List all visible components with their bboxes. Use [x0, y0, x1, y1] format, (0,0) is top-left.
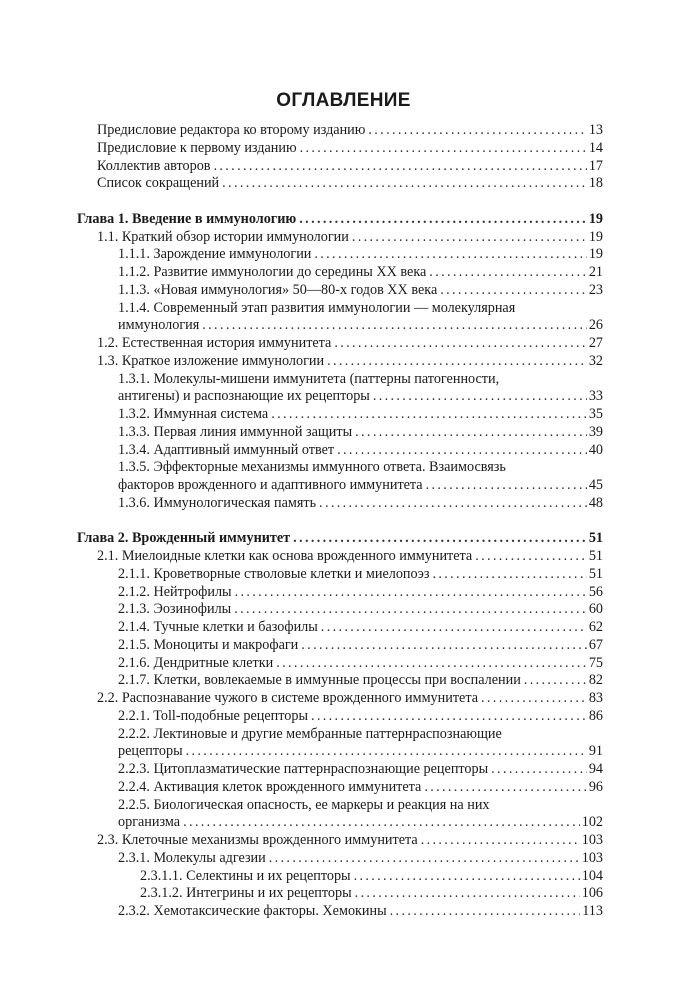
toc-page-number: 103 — [581, 832, 603, 848]
toc-entry-row[interactable] — [97, 229, 603, 247]
toc-entry-row[interactable] — [77, 211, 603, 229]
dot-leader — [432, 566, 586, 584]
toc-entry-row[interactable] — [97, 353, 603, 371]
toc-page-number: 35 — [588, 406, 603, 422]
toc-entry-row[interactable] — [118, 246, 603, 264]
toc-entry[interactable] — [0, 672, 687, 690]
toc-page-number: 91 — [588, 743, 603, 760]
toc-entry-title[interactable]: 2.3.1.1. Селектины и их рецепторы — [140, 867, 351, 884]
toc-entry-row[interactable] — [118, 672, 603, 690]
toc-page-number: 62 — [588, 619, 603, 635]
toc-entry-title[interactable]: 1.3.6. Иммунологическая память — [118, 494, 317, 511]
dot-leader — [311, 708, 587, 726]
dot-leader — [440, 282, 587, 300]
toc-entry-row[interactable] — [118, 708, 603, 726]
toc-entry-title[interactable]: Список сокращений — [97, 175, 220, 192]
dot-leader — [276, 655, 587, 673]
toc-entry[interactable] — [0, 246, 687, 264]
toc-page-number: 51 — [588, 548, 603, 564]
toc-entry[interactable] — [0, 477, 687, 495]
toc-page-number: 106 — [581, 885, 603, 902]
toc-entry-title[interactable]: 2.3.2. Хемотаксические факторы. Хемокины — [118, 903, 387, 919]
dot-leader — [271, 406, 587, 424]
toc-entry-row[interactable] — [118, 761, 603, 779]
toc-entry-row[interactable] — [140, 885, 603, 903]
toc-page-number: 32 — [588, 352, 603, 369]
toc-entry[interactable] — [0, 655, 687, 673]
toc-entry-title[interactable]: 1.3.1. Молекулы-мишени иммунитета (паттерны патогенности, — [118, 370, 500, 387]
dot-leader — [355, 424, 587, 442]
toc-entry-title[interactable]: 1.1.3. «Новая иммунология» 50—80-х годов XX века — [118, 281, 438, 298]
toc-page-number: 19 — [588, 228, 603, 245]
toc-entry[interactable] — [0, 584, 687, 602]
toc-entry-title[interactable]: Предисловие к первому изданию — [97, 139, 297, 156]
dot-leader — [222, 175, 587, 193]
toc-entry[interactable] — [0, 814, 687, 832]
toc-entry-title[interactable]: 1.3.2. Иммунная система — [118, 406, 269, 422]
toc-entry-row[interactable] — [97, 335, 603, 353]
toc-page-number: 75 — [588, 654, 603, 671]
toc-page-number: 19 — [588, 246, 603, 263]
toc-entry-title[interactable]: 2.1.4. Тучные клетки и базофилы — [118, 619, 318, 635]
toc-page-number: 67 — [588, 636, 603, 653]
dot-leader — [334, 335, 586, 353]
toc-entry[interactable] — [0, 211, 687, 229]
toc-entry-row[interactable] — [97, 690, 603, 708]
dot-leader — [390, 903, 581, 921]
dot-leader — [327, 353, 587, 371]
toc-entry-row[interactable] — [118, 495, 603, 513]
table-of-contents — [0, 122, 687, 921]
toc-entry[interactable] — [0, 708, 687, 726]
dot-leader — [524, 672, 587, 690]
dot-leader — [424, 779, 586, 797]
toc-entry-row[interactable] — [97, 832, 603, 850]
toc-entry-title[interactable]: Глава 1. Введение в иммунологию — [77, 210, 297, 227]
toc-entry[interactable] — [0, 601, 687, 619]
toc-entry-title[interactable]: 1.3. Краткое изложение иммунологии — [97, 352, 325, 369]
toc-entry-row[interactable] — [118, 743, 603, 761]
dot-leader — [368, 122, 586, 140]
dot-leader — [214, 158, 587, 176]
toc-entry[interactable] — [0, 548, 687, 566]
dot-leader — [186, 743, 587, 761]
toc-entry-row[interactable] — [118, 584, 603, 602]
toc-entry[interactable] — [0, 158, 687, 176]
toc-entry-title[interactable]: 2.2.3. Цитоплазматические паттернраспознающие рецепторы — [118, 761, 489, 777]
toc-entry-title[interactable]: 2.2.5. Биологическая опасность, ее маркеры и реакция на них — [118, 796, 490, 813]
dot-leader — [314, 246, 586, 264]
toc-page-number: 48 — [588, 494, 603, 511]
toc-entry-title[interactable]: антигены) и распознающие их рецепторы — [118, 388, 370, 405]
dot-leader — [235, 584, 587, 602]
dot-leader — [481, 690, 587, 708]
toc-entry[interactable] — [0, 850, 687, 868]
toc-entry-row[interactable] — [118, 601, 603, 619]
toc-entry[interactable] — [0, 335, 687, 353]
dot-leader — [321, 619, 587, 637]
toc-entry-title[interactable]: 1.3.4. Адаптивный иммунный ответ — [118, 441, 335, 458]
toc-entry-row[interactable] — [97, 175, 603, 193]
toc-page-number: 33 — [588, 388, 603, 405]
toc-entry-title[interactable]: 2.3.1. Молекулы адгезии — [118, 849, 266, 866]
toc-entry-row[interactable] — [118, 903, 603, 921]
toc-entry-title[interactable]: организма — [118, 814, 181, 831]
toc-page-number: 96 — [588, 778, 603, 795]
toc-entry-row[interactable] — [118, 282, 603, 300]
dot-leader — [202, 317, 587, 335]
toc-entry-title[interactable]: Коллектив авторов — [97, 157, 211, 174]
toc-entry[interactable] — [0, 122, 687, 140]
toc-entry-line[interactable] — [0, 371, 687, 389]
toc-entry-row[interactable] — [118, 779, 603, 797]
toc-entry[interactable] — [0, 903, 687, 921]
toc-entry[interactable] — [0, 317, 687, 335]
toc-entry[interactable] — [0, 868, 687, 886]
toc-entry-line[interactable] — [0, 726, 687, 744]
toc-entry-line[interactable] — [0, 797, 687, 815]
toc-page-number: 102 — [581, 814, 603, 831]
toc-entry[interactable] — [0, 690, 687, 708]
dot-leader — [475, 548, 587, 566]
toc-page-number: 18 — [588, 175, 603, 192]
dot-leader — [234, 601, 587, 619]
toc-entry[interactable] — [0, 761, 687, 779]
toc-entry-title[interactable]: 2.1.3. Эозинофилы — [118, 601, 232, 618]
toc-entry[interactable] — [0, 282, 687, 300]
page-title: ОГЛАВЛЕНИЕ — [276, 90, 411, 111]
toc-page-number: 26 — [588, 317, 603, 334]
toc-page-number: 21 — [588, 264, 603, 280]
toc-entry[interactable] — [0, 388, 687, 406]
toc-page-number: 13 — [588, 122, 603, 138]
toc-page-number: 60 — [588, 601, 603, 618]
toc-entry-row[interactable] — [118, 566, 603, 584]
dot-leader — [355, 885, 580, 903]
toc-entry-row[interactable] — [118, 317, 603, 335]
dot-leader — [337, 442, 587, 460]
toc-entry-title[interactable]: 1.2. Естественная история иммунитета — [97, 335, 332, 351]
toc-entry[interactable] — [0, 566, 687, 584]
toc-entry-title[interactable]: 2.1. Миелоидные клетки как основа врожденного иммунитета — [97, 548, 473, 564]
toc-entry-title[interactable]: 2.2. Распознавание чужого в системе врожденного иммунитета — [97, 690, 479, 706]
toc-page-number: 14 — [588, 139, 603, 156]
toc-entry-row[interactable] — [97, 158, 603, 176]
toc-page-number: 51 — [588, 565, 603, 582]
dot-leader — [373, 388, 587, 406]
toc-entry[interactable] — [0, 530, 687, 548]
toc-entry-title[interactable]: 2.1.5. Моноциты и макрофаги — [118, 636, 299, 653]
toc-entry-row[interactable] — [118, 477, 603, 495]
toc-entry-title[interactable]: 2.3.1.2. Интегрины и их рецепторы — [140, 885, 352, 902]
toc-entry-title[interactable]: 2.2.4. Активация клеток врожденного иммунитета — [118, 778, 422, 795]
toc-entry[interactable] — [0, 175, 687, 193]
toc-entry-row[interactable] — [118, 655, 603, 673]
toc-entry-row[interactable] — [97, 122, 603, 140]
toc-entry-row[interactable] — [140, 868, 603, 886]
toc-entry-row[interactable] — [118, 850, 603, 868]
section-spacer — [0, 513, 687, 531]
toc-page-number: 104 — [581, 867, 603, 884]
toc-entry[interactable] — [0, 495, 687, 513]
toc-entry[interactable] — [0, 442, 687, 460]
toc-entry-row[interactable] — [118, 264, 603, 282]
toc-page-number: 17 — [588, 157, 603, 174]
toc-entry-row[interactable] — [118, 406, 603, 424]
toc-entry[interactable] — [0, 637, 687, 655]
toc-entry[interactable] — [0, 353, 687, 371]
dot-leader — [299, 211, 587, 229]
dot-leader — [300, 140, 587, 158]
toc-entry-title[interactable]: 1.3.3. Первая линия иммунной защиты — [118, 423, 353, 440]
toc-entry-row[interactable] — [77, 530, 603, 548]
dot-leader — [426, 477, 587, 495]
toc-entry-row[interactable] — [97, 140, 603, 158]
toc-entry[interactable] — [0, 229, 687, 247]
toc-entry[interactable] — [0, 424, 687, 442]
toc-entry-row[interactable] — [118, 442, 603, 460]
section-spacer — [0, 193, 687, 211]
toc-page-number: 103 — [581, 849, 603, 866]
toc-page-number: 51 — [588, 530, 603, 547]
toc-entry-title[interactable]: 2.2.2. Лектиновые и другие мембранные паттернраспознающие — [118, 725, 502, 742]
toc-entry-title[interactable]: 1.3.5. Эффекторные механизмы иммунного ответа. Взаимосвязь — [118, 459, 506, 476]
toc-page-number: 94 — [588, 761, 603, 777]
toc-entry-title[interactable]: факторов врожденного и адаптивного иммунитета — [118, 477, 423, 493]
toc-entry-row[interactable] — [118, 424, 603, 442]
toc-entry[interactable] — [0, 619, 687, 637]
toc-entry[interactable] — [0, 406, 687, 424]
toc-entry-title[interactable]: 1.1. Краткий обзор истории иммунологии — [97, 228, 349, 245]
toc-page-number: 39 — [588, 423, 603, 440]
toc-page-number: 19 — [588, 210, 603, 227]
dot-leader — [183, 814, 580, 832]
toc-entry[interactable] — [0, 885, 687, 903]
toc-entry[interactable] — [0, 779, 687, 797]
dot-leader — [319, 495, 587, 513]
dot-leader — [293, 530, 587, 548]
toc-page-number: 56 — [588, 583, 603, 600]
toc-entry-title[interactable]: 2.3. Клеточные механизмы врожденного иммунитета — [97, 832, 418, 848]
toc-entry-row[interactable] — [118, 814, 603, 832]
toc-entry-title[interactable]: рецепторы — [118, 743, 183, 760]
toc-entry-title[interactable]: 2.1.6. Дендритные клетки — [118, 654, 274, 671]
toc-entry-line[interactable] — [0, 300, 687, 318]
dot-leader — [354, 868, 580, 886]
toc-entry-title[interactable]: Предисловие редактора ко второму изданию — [97, 122, 366, 138]
toc-entry[interactable] — [0, 743, 687, 761]
toc-entry-line[interactable] — [0, 459, 687, 477]
toc-entry-title[interactable]: 2.1.2. Нейтрофилы — [118, 583, 232, 600]
toc-page-number: 40 — [588, 441, 603, 458]
toc-entry-title[interactable]: 1.1.1. Зарождение иммунологии — [118, 246, 312, 263]
toc-entry-row[interactable] — [118, 637, 603, 655]
dot-leader — [429, 264, 587, 282]
dot-leader — [491, 761, 587, 779]
toc-entry[interactable] — [0, 832, 687, 850]
toc-entry-title[interactable]: иммунология — [118, 317, 200, 334]
toc-page-number: 27 — [588, 335, 603, 351]
dot-leader — [269, 850, 580, 868]
toc-page-number: 45 — [588, 477, 603, 493]
toc-entry[interactable] — [0, 140, 687, 158]
toc-page-number: 113 — [582, 903, 603, 919]
toc-entry-title[interactable]: 2.2.1. Toll-подобные рецепторы — [118, 707, 308, 724]
toc-entry-title[interactable]: 2.1.1. Кроветворные стволовые клетки и миелопоэз — [118, 565, 430, 582]
toc-entry-row[interactable] — [118, 619, 603, 637]
dot-leader — [421, 832, 580, 850]
toc-page-number: 86 — [588, 707, 603, 724]
toc-entry-row[interactable] — [97, 548, 603, 566]
toc-entry-title[interactable]: Глава 2. Врожденный иммунитет — [77, 530, 291, 547]
toc-entry-row[interactable] — [118, 388, 603, 406]
toc-page-number: 83 — [588, 690, 603, 706]
toc-entry-title[interactable]: 2.1.7. Клетки, вовлекаемые в иммунные процессы при воспалении — [118, 672, 521, 689]
toc-entry-title[interactable]: 1.1.4. Современный этап развития иммунологии — молекулярная — [118, 299, 516, 316]
toc-page-number: 23 — [588, 281, 603, 298]
dot-leader — [301, 637, 587, 655]
toc-entry[interactable] — [0, 264, 687, 282]
toc-page-number: 82 — [588, 672, 603, 689]
dot-leader — [352, 229, 587, 247]
toc-entry-title[interactable]: 1.1.2. Развитие иммунологии до середины XX века — [118, 264, 427, 280]
